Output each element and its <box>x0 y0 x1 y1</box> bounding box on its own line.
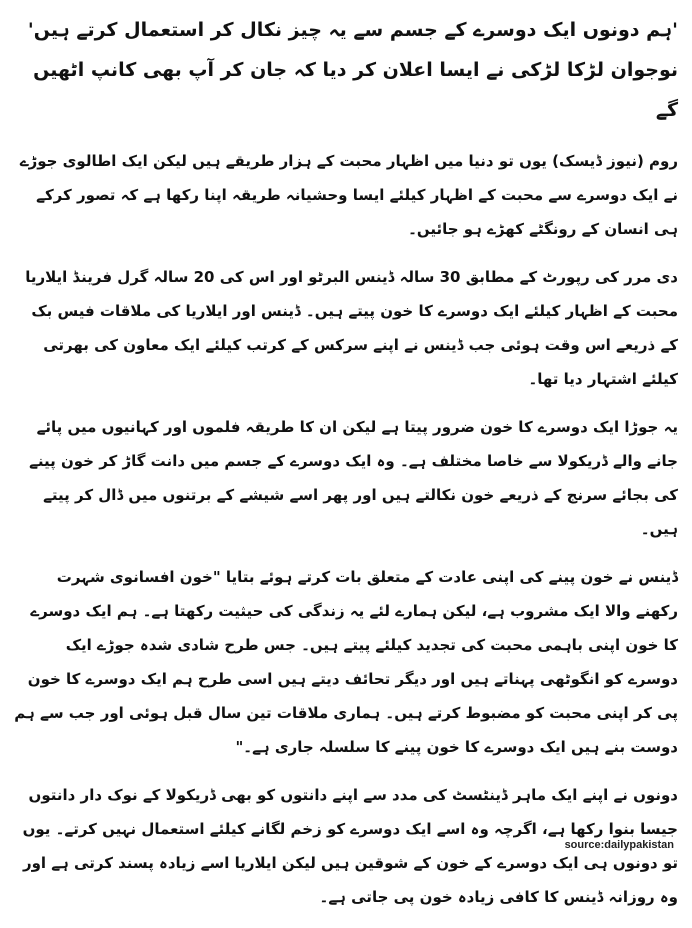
article-paragraph: روم (نیوز ڈیسک) یوں تو دنیا میں اظہار محبت کے ہزار طریقے ہیں لیکن ایک اطالوی جوڑے نے ایک دوسرے سے محبت کے اظہار کیلئے ایسا وحشیانہ طریقہ اپنا رکھا ہے کہ تصور کرکے ہی انسان کے رونگٹے کھڑے ہو جائیں۔ <box>19 152 678 238</box>
source-credit: source:dailypakistan <box>564 839 674 851</box>
article-paragraph: دونوں نے اپنے ایک ماہر ڈینٹسٹ کی مدد سے اپنے دانتوں کو بھی ڈریکولا کے نوک دار دانتوں جیسا بنوا رکھا ہے، اگرچہ وہ اسے ایک دوسرے کو زخم لگانے کیلئے استعمال نہیں کرتے۔ یوں تو دونوں ہی ایک دوسرے کے خون کے شوقین ہیں لیکن ایلاریا اسے زیادہ پسند کرتی ہے اور وہ روزانہ ڈینس کا کافی زیادہ خون پی جاتی ہے۔ <box>22 786 678 906</box>
article-paragraph: دی مرر کی رپورٹ کے مطابق 30 سالہ ڈینس البرٹو اور اس کی 20 سالہ گرل فرینڈ ایلاریا محبت کے اظہار کیلئے ایک دوسرے کا خون پیتے ہیں۔ ڈینس اور ایلاریا کی ملاقات فیس بک کے ذریعے اس وقت ہوئی جب ڈینس نے اپنے سرکس کے کرتب کیلئے ایک معاون کی بھرتی کیلئے اشتہار دیا تھا۔ <box>25 268 678 388</box>
article-headline: 'ہم دونوں ایک دوسرے کے جسم سے یہ چیز نکال کر استعمال کرتے ہیں' نوجوان لڑکا لڑکی نے ایسا اعلان کر دیا کہ جان کر آپ بھی کانپ اٹھیں گے <box>27 19 678 121</box>
article-paragraph: ڈینس نے خون پینے کی اپنی عادت کے متعلق بات کرتے ہوئے بتایا "خون افسانوی شہرت رکھنے والا ایک مشروب ہے، لیکن ہمارے لئے یہ زندگی کی حیثیت رکھتا ہے۔ ہم ایک دوسرے کا خون اپنی باہمی محبت کی تجدید کیلئے پیتے ہیں۔ جس طرح شادی شدہ جوڑے ایک دوسرے کو انگوٹھی پہناتے ہیں اور دیگر تحائف دیتے ہیں اسی طرح ہم ایک دوسرے کا خون پی کر اپنی محبت کو مضبوط کرتے ہیں۔ ہماری ملاقات تین سال قبل ہوئی اور جب سے ہم دوست بنے ہیں ایک دوسرے کا خون پینے کا سلسلہ جاری ہے۔" <box>14 568 678 756</box>
article-paragraph: یہ جوڑا ایک دوسرے کا خون ضرور پیتا ہے لیکن ان کا طریقہ فلموں اور کہانیوں میں پائے جانے والے ڈریکولا سے خاصا مختلف ہے۔ وہ ایک دوسرے کے جسم میں دانت گاڑ کر خون پینے کی بجائے سرنج کے ذریعے خون نکالتے ہیں اور پھر اسے شیشے کے برتنوں میں ڈال کر پیتے ہیں۔ <box>29 418 678 538</box>
article <box>14 10 678 928</box>
